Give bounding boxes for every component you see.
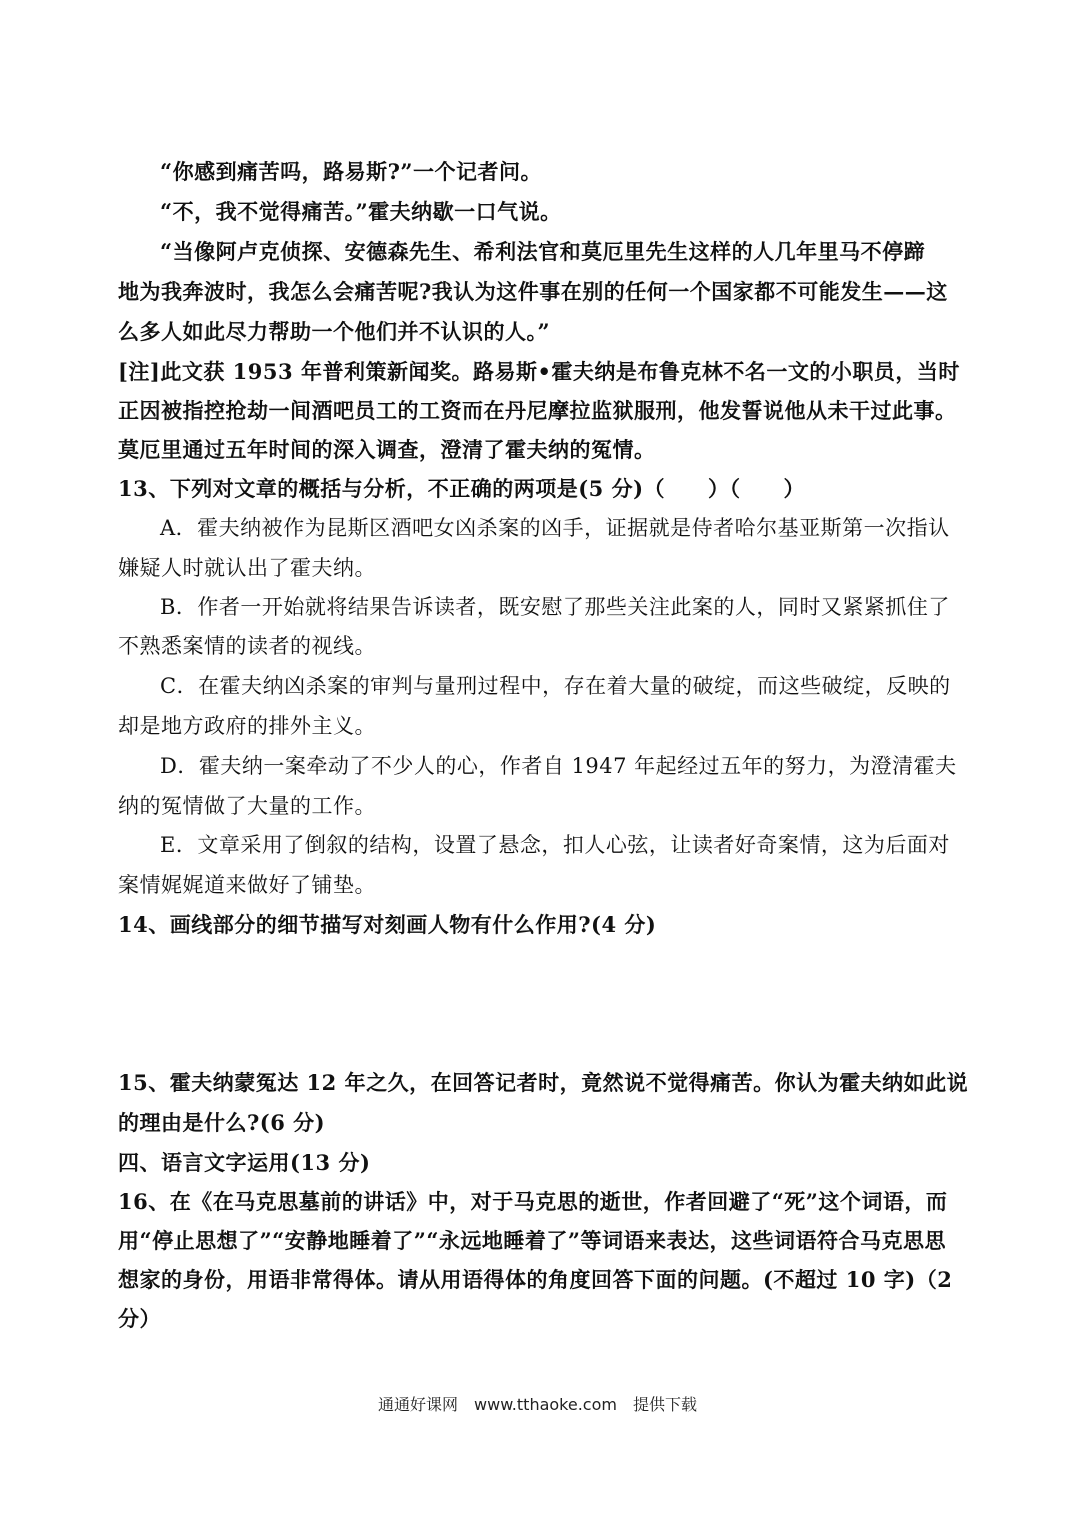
question-15: 15、霍夫纳蒙冤达 12 年之久，在回答记者时，竟然说不觉得痛苦。你认为霍夫纳如此说 bbox=[118, 1070, 969, 1095]
option-a-cont: 嫌疑人时就认出了霍夫纳。 bbox=[118, 556, 376, 580]
question-16: 16、在《在马克思墓前的讲话》中，对于马克思的逝世，作者回避了“死”这个词语，而 bbox=[118, 1189, 948, 1214]
option-b: B．作者一开始就将结果告诉读者，既安慰了那些关注此案的人，同时又紧紧抓住了 bbox=[160, 595, 950, 619]
section-heading: 四、语言文字运用(13 分) bbox=[118, 1150, 371, 1175]
option-c-cont: 却是地方政府的排外主义。 bbox=[118, 714, 376, 738]
passage-line: “你感到痛苦吗，路易斯?”一个记者问。 bbox=[160, 159, 542, 184]
passage-line: 么多人如此尽力帮助一个他们并不认识的人。” bbox=[118, 319, 551, 344]
question-14: 14、画线部分的细节描写对刻画人物有什么作用?(4 分) bbox=[118, 912, 657, 937]
option-d-cont: 纳的冤情做了大量的工作。 bbox=[118, 794, 376, 818]
option-e-cont: 案情娓娓道来做好了铺垫。 bbox=[118, 873, 376, 897]
passage-line: “当像阿卢克侦探、安德森先生、希利法官和莫厄里先生这样的人几年里马不停蹄 bbox=[160, 239, 926, 264]
passage-line: “不，我不觉得痛苦。”霍夫纳歇一口气说。 bbox=[160, 199, 562, 224]
question-16-cont: 用“停止思想了”“安静地睡着了”“永远地睡着了”等词语来表达，这些词语符合马克思思 bbox=[118, 1228, 946, 1253]
passage-line: 地为我奔波时，我怎么会痛苦呢?我认为这件事在别的任何一个国家都不可能发生——这 bbox=[118, 279, 948, 304]
option-e: E．文章采用了倒叙的结构，设置了悬念，扣人心弦，让读者好奇案情，这为后面对 bbox=[160, 833, 950, 857]
note-line: [注]此文获 1953 年普利策新闻奖。路易斯•霍夫纳是布鲁克林不名一文的小职员，当时 bbox=[118, 359, 960, 384]
note-line: 正因被指控抢劫一间酒吧员工的工资而在丹尼摩拉监狱服刑，他发誓说他从未干过此事。 bbox=[118, 398, 957, 423]
question-16-cont: 分） bbox=[118, 1306, 161, 1331]
option-b-cont: 不熟悉案情的读者的视线。 bbox=[118, 634, 376, 658]
option-c: C．在霍夫纳凶杀案的审判与量刑过程中，存在着大量的破绽，而这些破绽，反映的 bbox=[160, 674, 951, 698]
note-line: 莫厄里通过五年时间的深入调查，澄清了霍夫纳的冤情。 bbox=[118, 437, 656, 462]
footer-watermark: 通通好课网 www.tthaoke.com 提供下载 bbox=[378, 1395, 697, 1414]
option-a: A．霍夫纳被作为昆斯区酒吧女凶杀案的凶手，证据就是侍者哈尔基亚斯第一次指认 bbox=[160, 516, 950, 540]
question-16-cont: 想家的身份，用语非常得体。请从用语得体的角度回答下面的问题。(不超过 10 字)（2 bbox=[118, 1267, 953, 1292]
question-15-cont: 的理由是什么?(6 分) bbox=[118, 1110, 326, 1135]
question-13-stem: 13、下列对文章的概括与分析，不正确的两项是(5 分)（ ）（ ） bbox=[118, 476, 806, 501]
option-d: D．霍夫纳一案牵动了不少人的心，作者自 1947 年起经过五年的努力，为澄清霍夫 bbox=[160, 754, 957, 778]
